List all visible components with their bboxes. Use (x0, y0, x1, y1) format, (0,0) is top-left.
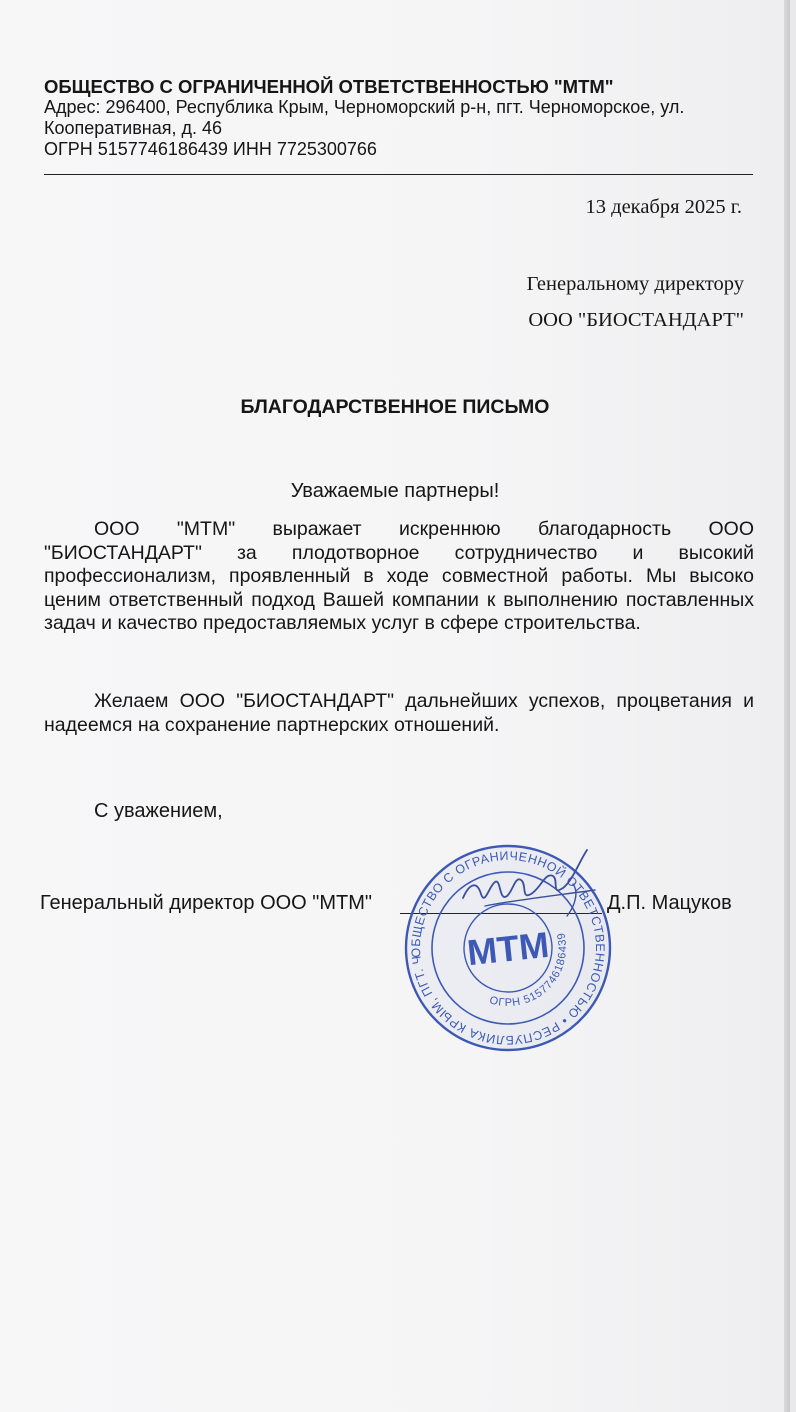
signatory-title: Генеральный директор ООО "МТМ" (40, 892, 373, 914)
letterhead (44, 76, 752, 160)
closing-phrase: С уважением, (94, 800, 223, 822)
letter-title: БЛАГОДАРСТВЕННОЕ ПИСЬМО (240, 396, 550, 418)
letter-date: 13 декабря 2025 г. (585, 196, 742, 218)
letterhead-divider (44, 174, 753, 175)
stamp-outer-text: ОБЩЕСТВО С ОГРАНИЧЕННОЙ ОТВЕТСТВЕННОСТЬЮ • РЕСПУБЛИКА КРЫМ, ПГТ. ЧЕРНОМОРСКОЕ • (392, 843, 608, 1048)
stamp-logo-text: МТМ (465, 923, 551, 974)
registry-numbers: ОГРН 5157746186439 ИНН 7725300766 (44, 139, 377, 159)
signatory-name: Д.П. Мацуков (607, 892, 732, 914)
body-paragraph-1: ООО "МТМ" выражает искреннюю благодарность ООО "БИОСТАНДАРТ" за плодотворное сотрудничество и высокий профессионализм, проявленный в ходе совместной работы. Мы высоко ценим ответственный подход Вашей компании к выполнению поставленных задач и качество предоставляемых услуг в сфере строительства. (44, 518, 754, 634)
handwritten-signature (455, 836, 615, 932)
org-name: ОБЩЕСТВО С ОГРАНИЧЕННОЙ ОТВЕТСТВЕННОСТЬЮ "МТМ" (44, 76, 614, 97)
address-line-1: Адрес: 296400, Республика Крым, Черноморский р-н, пгт. Черноморское, ул. (44, 97, 685, 117)
recipient-block (527, 266, 744, 338)
address-line-2: Кооперативная, д. 46 (44, 118, 222, 138)
page-edge (784, 0, 790, 1412)
recipient-company: ООО "БИОСТАНДАРТ" (528, 309, 744, 331)
stamp-inner-text: ОГРН 5157746186439 (488, 931, 570, 1010)
recipient-position: Генеральному директору (526, 273, 744, 295)
body-paragraph-2: Желаем ООО "БИОСТАНДАРТ" дальнейших успехов, процветания и надеемся на сохранение партнерских отношений. (44, 690, 754, 736)
salutation: Уважаемые партнеры! (290, 480, 500, 502)
